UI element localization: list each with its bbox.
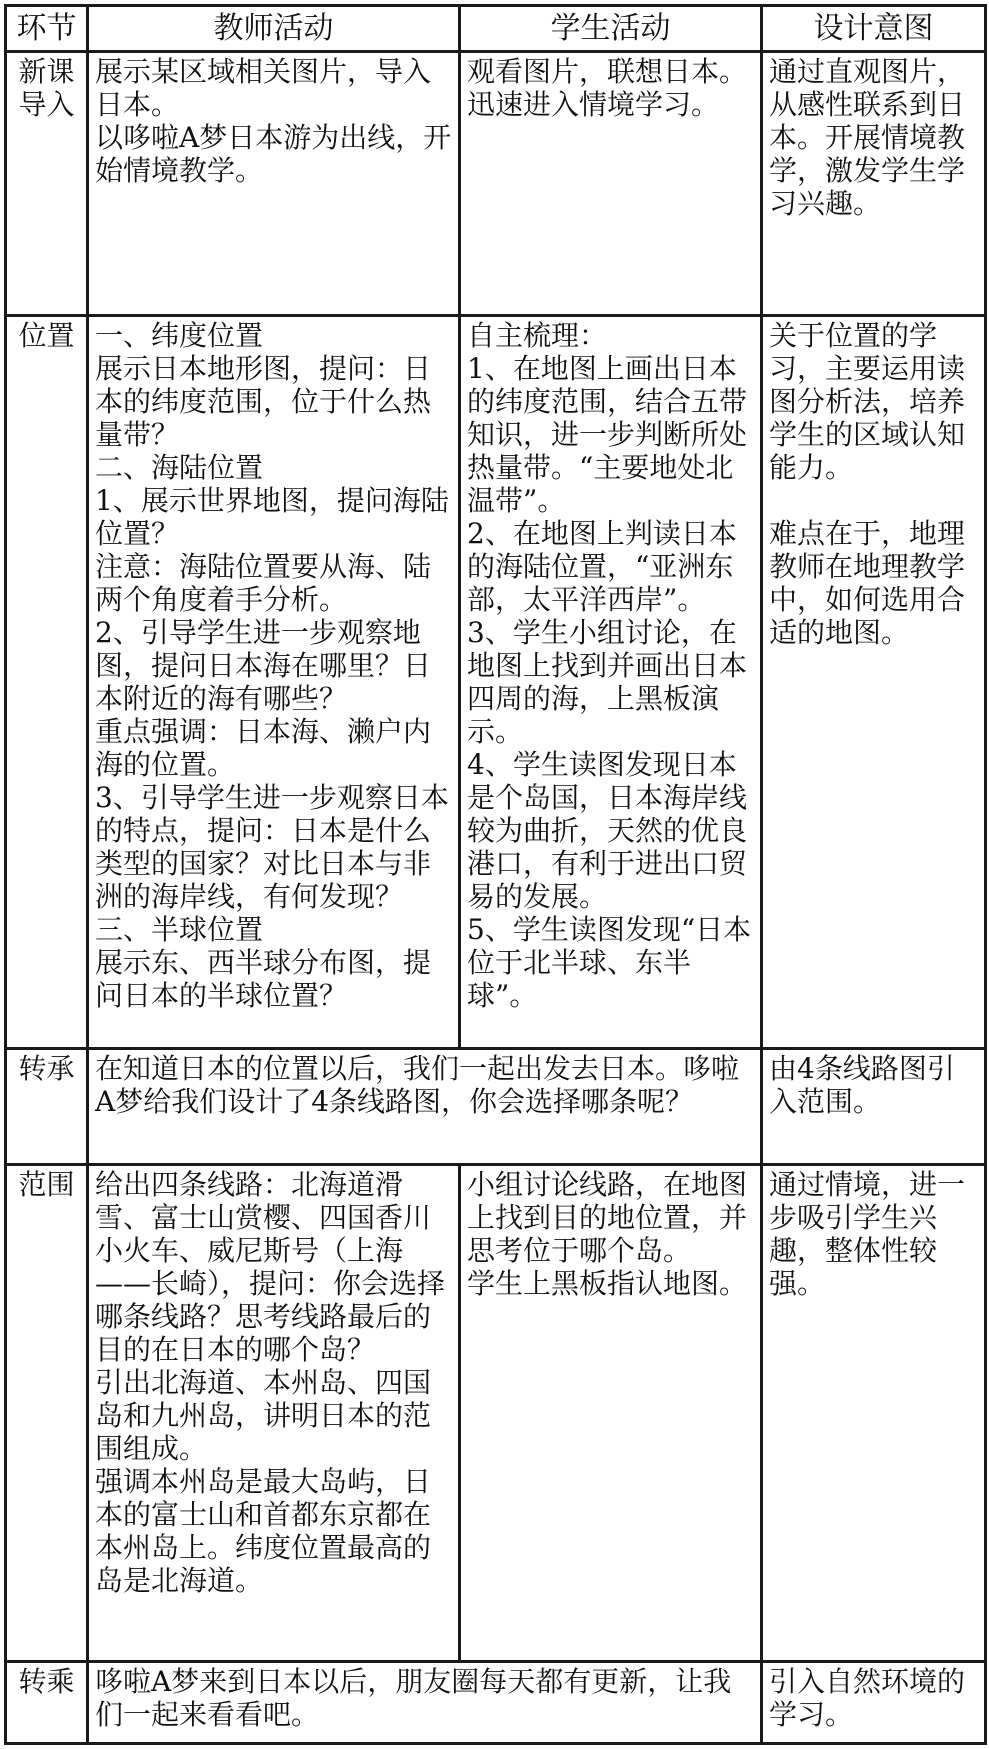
design-cell	[762, 52, 986, 316]
cell-paragraph: 通过情境，进一步吸引学生兴趣，整体性较强。	[769, 1167, 966, 1300]
table-row	[6, 1662, 986, 1744]
stage-cell: 位置	[6, 316, 88, 1049]
merged-activity-cell	[88, 1049, 762, 1164]
design-cell	[762, 1164, 986, 1662]
teacher-cell	[88, 1164, 460, 1662]
header-stage: 环节	[6, 6, 88, 52]
teacher-cell	[88, 52, 460, 316]
cell-paragraph: 关于位置的学习，主要运用读图分析法，培养学生的区域认知能力。	[769, 319, 966, 485]
cell-paragraph: 引入自然环境的学习。	[769, 1665, 966, 1732]
cell-paragraph: 观看图片，联想日本。	[467, 55, 748, 89]
cell-paragraph: 二、海陆位置	[95, 451, 264, 485]
table-row	[6, 1164, 986, 1662]
cell-paragraph: 在知道日本的位置以后，我们一起出发去日本。哆啦A梦给我们设计了4条线路图，你会选择哪条呢？	[95, 1052, 740, 1119]
header-design: 设计意图	[762, 6, 986, 52]
cell-paragraph: 给出四条线路：北海道滑雪、富士山赏樱、四国香川小火车、威尼斯号（上海——长崎），提问：你会选择哪条线路？思考线路最后的目的在日本的哪个岛？	[95, 1167, 446, 1366]
cell-paragraph: 三、半球位置	[95, 913, 264, 947]
merged-activity-cell	[88, 1662, 762, 1744]
student-cell	[460, 316, 762, 1049]
cell-paragraph: 5、学生读图发现“日本位于北半球、东半球”。	[467, 913, 752, 1013]
cell-paragraph: 引出北海道、本州岛、四国岛和九州岛，讲明日本的范围组成。	[95, 1365, 432, 1465]
lesson-plan-table	[4, 4, 987, 1745]
cell-paragraph: 通过直观图片，从感性联系到日本。开展情境教学，激发学生学习兴趣。	[769, 55, 966, 221]
cell-paragraph: 学生上黑板指认地图。	[467, 1266, 748, 1300]
cell-paragraph: 强调本州岛是最大岛屿，日本的富士山和首都东京都在本州岛上。纬度位置最高的岛是北海道。	[95, 1464, 432, 1597]
cell-paragraph: 一、纬度位置	[95, 319, 264, 353]
design-cell	[762, 1662, 986, 1744]
cell-paragraph: 哆啦A梦来到日本以后，朋友圈每天都有更新，让我们一起来看看吧。	[95, 1665, 732, 1732]
table-row	[6, 52, 986, 316]
cell-paragraph: 3、学生小组讨论，在地图上找到并画出日本四周的海，上黑板演示。	[467, 616, 748, 749]
table-row	[6, 1049, 986, 1164]
stage-cell: 转乘	[6, 1662, 88, 1744]
cell-paragraph: 自主梳理：	[467, 319, 608, 353]
cell-paragraph: 2、在地图上判读日本的海陆位置，“亚洲东部，太平洋西岸”。	[467, 517, 737, 617]
cell-paragraph: 展示日本地形图，提问：日本的纬度范围，位于什么热量带？	[95, 352, 432, 452]
student-cell	[460, 1164, 762, 1662]
cell-paragraph: 1、展示世界地图，提问海陆位置？	[95, 484, 449, 551]
design-cell	[762, 316, 986, 1049]
header-student: 学生活动	[460, 6, 762, 52]
stage-cell: 新课导入	[6, 52, 88, 316]
cell-paragraph: 迅速进入情境学习。	[467, 88, 720, 122]
teacher-cell	[88, 316, 460, 1049]
paragraph-gap	[769, 484, 978, 517]
cell-paragraph: 由4条线路图引入范围。	[769, 1052, 955, 1119]
stage-cell: 转承	[6, 1049, 88, 1164]
header-teacher: 教师活动	[88, 6, 460, 52]
cell-paragraph: 2、引导学生进一步观察地图，提问日本海在哪里？日本附近的海有哪些？	[95, 616, 432, 716]
cell-paragraph: 展示东、西半球分布图，提问日本的半球位置？	[95, 946, 432, 1013]
table-row	[6, 316, 986, 1049]
cell-paragraph: 注意：海陆位置要从海、陆两个角度着手分析。	[95, 550, 432, 617]
cell-paragraph: 小组讨论线路，在地图上找到目的地位置，并思考位于哪个岛。	[467, 1167, 748, 1267]
cell-paragraph: 重点强调：日本海、濑户内海的位置。	[95, 715, 432, 782]
student-cell	[460, 52, 762, 316]
cell-paragraph: 1、在地图上画出日本的纬度范围，结合五带知识，进一步判断所处热量带。“主要地处北温带”。	[467, 352, 748, 518]
cell-paragraph: 难点在于，地理教师在地理教学中，如何选用合适的地图。	[769, 517, 966, 650]
cell-paragraph: 3、引导学生进一步观察日本的特点，提问：日本是什么类型的国家？对比日本与非洲的海岸线，有何发现？	[95, 781, 449, 914]
header-row	[6, 6, 986, 52]
cell-paragraph: 以哆啦A梦日本游为出线，开始情境教学。	[95, 121, 452, 188]
cell-paragraph: 4、学生读图发现日本是个岛国，日本海岸线较为曲折，天然的优良港口，有利于进出口贸易的发展。	[467, 748, 748, 914]
design-cell	[762, 1049, 986, 1164]
stage-cell: 范围	[6, 1164, 88, 1662]
cell-paragraph: 展示某区域相关图片，导入日本。	[95, 55, 432, 122]
